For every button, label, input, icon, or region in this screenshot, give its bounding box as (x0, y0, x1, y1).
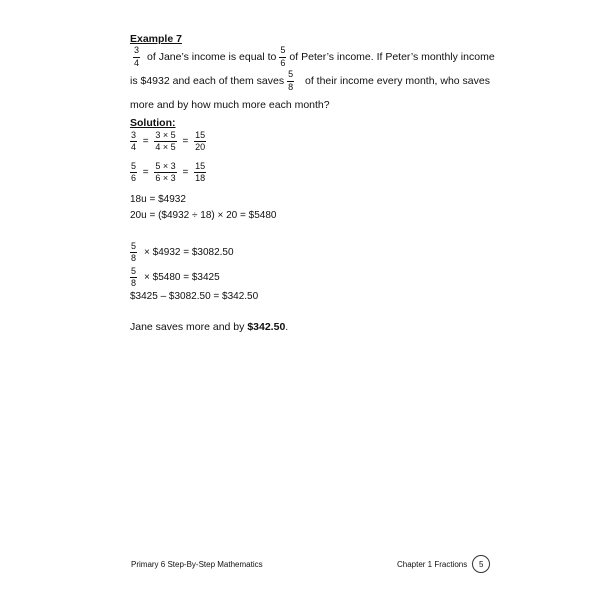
equals-sign: = (140, 136, 152, 148)
jane-savings-line: $\frac{5}{8}$ × $4932 = $3082.50 (131, 241, 234, 264)
chapter-label: Chapter 1 Fractions (397, 559, 468, 569)
problem-statement (130, 45, 495, 117)
problem-line-1 (130, 45, 495, 69)
fraction: $\frac{3}{4}$ (131, 130, 137, 153)
conclusion: Jane saves more and by $342.50. (130, 321, 289, 333)
answer-amount: $342.50 (247, 321, 286, 333)
fraction-five-eighths: $\frac{5}{8}$ (288, 69, 294, 92)
problem-text: is $4932 and each of them saves (130, 75, 285, 87)
fraction: $\frac{5}{6}$ (131, 161, 137, 184)
fraction: $\frac{5 \times 3}{6 \times 3}$ (155, 161, 176, 184)
problem-line-3 (130, 93, 490, 117)
page-number-badge: 5 (472, 555, 490, 573)
fraction: $\frac{3 \times 5}{4 \times 5}$ (155, 130, 176, 153)
problem-text: of their income every month, who saves (304, 75, 490, 87)
solution-heading: Solution: (130, 117, 176, 129)
fraction-five-sixths: $\frac{5}{6}$ (280, 45, 286, 68)
problem-text: more and by how much more each month? (130, 99, 330, 111)
equals-sign: = (140, 167, 152, 179)
peter-savings-line: $\frac{5}{8}$ × $5480 = $3425 (131, 266, 220, 289)
unit-value-line: 18u = $4932 (130, 194, 186, 205)
total-income-line: 20u = ($4932 ÷ 18) × 20 = $5480 (130, 210, 277, 221)
example-heading: Example 7 (130, 33, 182, 45)
equals-sign: = (179, 136, 192, 148)
difference-line: $3425 – $3082.50 = $342.50 (130, 291, 259, 302)
fraction: $\frac{15}{20}$ (195, 130, 206, 153)
problem-line-2 (130, 69, 490, 93)
problem-text: of Jane’s income is equal to (147, 51, 277, 63)
equals-sign: = (179, 167, 192, 179)
equivalent-fraction-line (130, 162, 209, 184)
fraction-five-eighths: $\frac{5}{8}$ (131, 241, 137, 264)
fraction-three-quarters: $\frac{3}{4}$ (134, 45, 140, 68)
fraction: $\frac{15}{18}$ (195, 161, 206, 184)
footer-chapter (397, 555, 490, 573)
problem-text: of Peter’s income. If Peter’s monthly income (289, 51, 495, 63)
footer-book-title: Primary 6 Step-By-Step Mathematics (131, 559, 263, 569)
fraction-five-eighths: $\frac{5}{8}$ (131, 266, 137, 289)
equivalent-fraction-line (130, 131, 209, 153)
